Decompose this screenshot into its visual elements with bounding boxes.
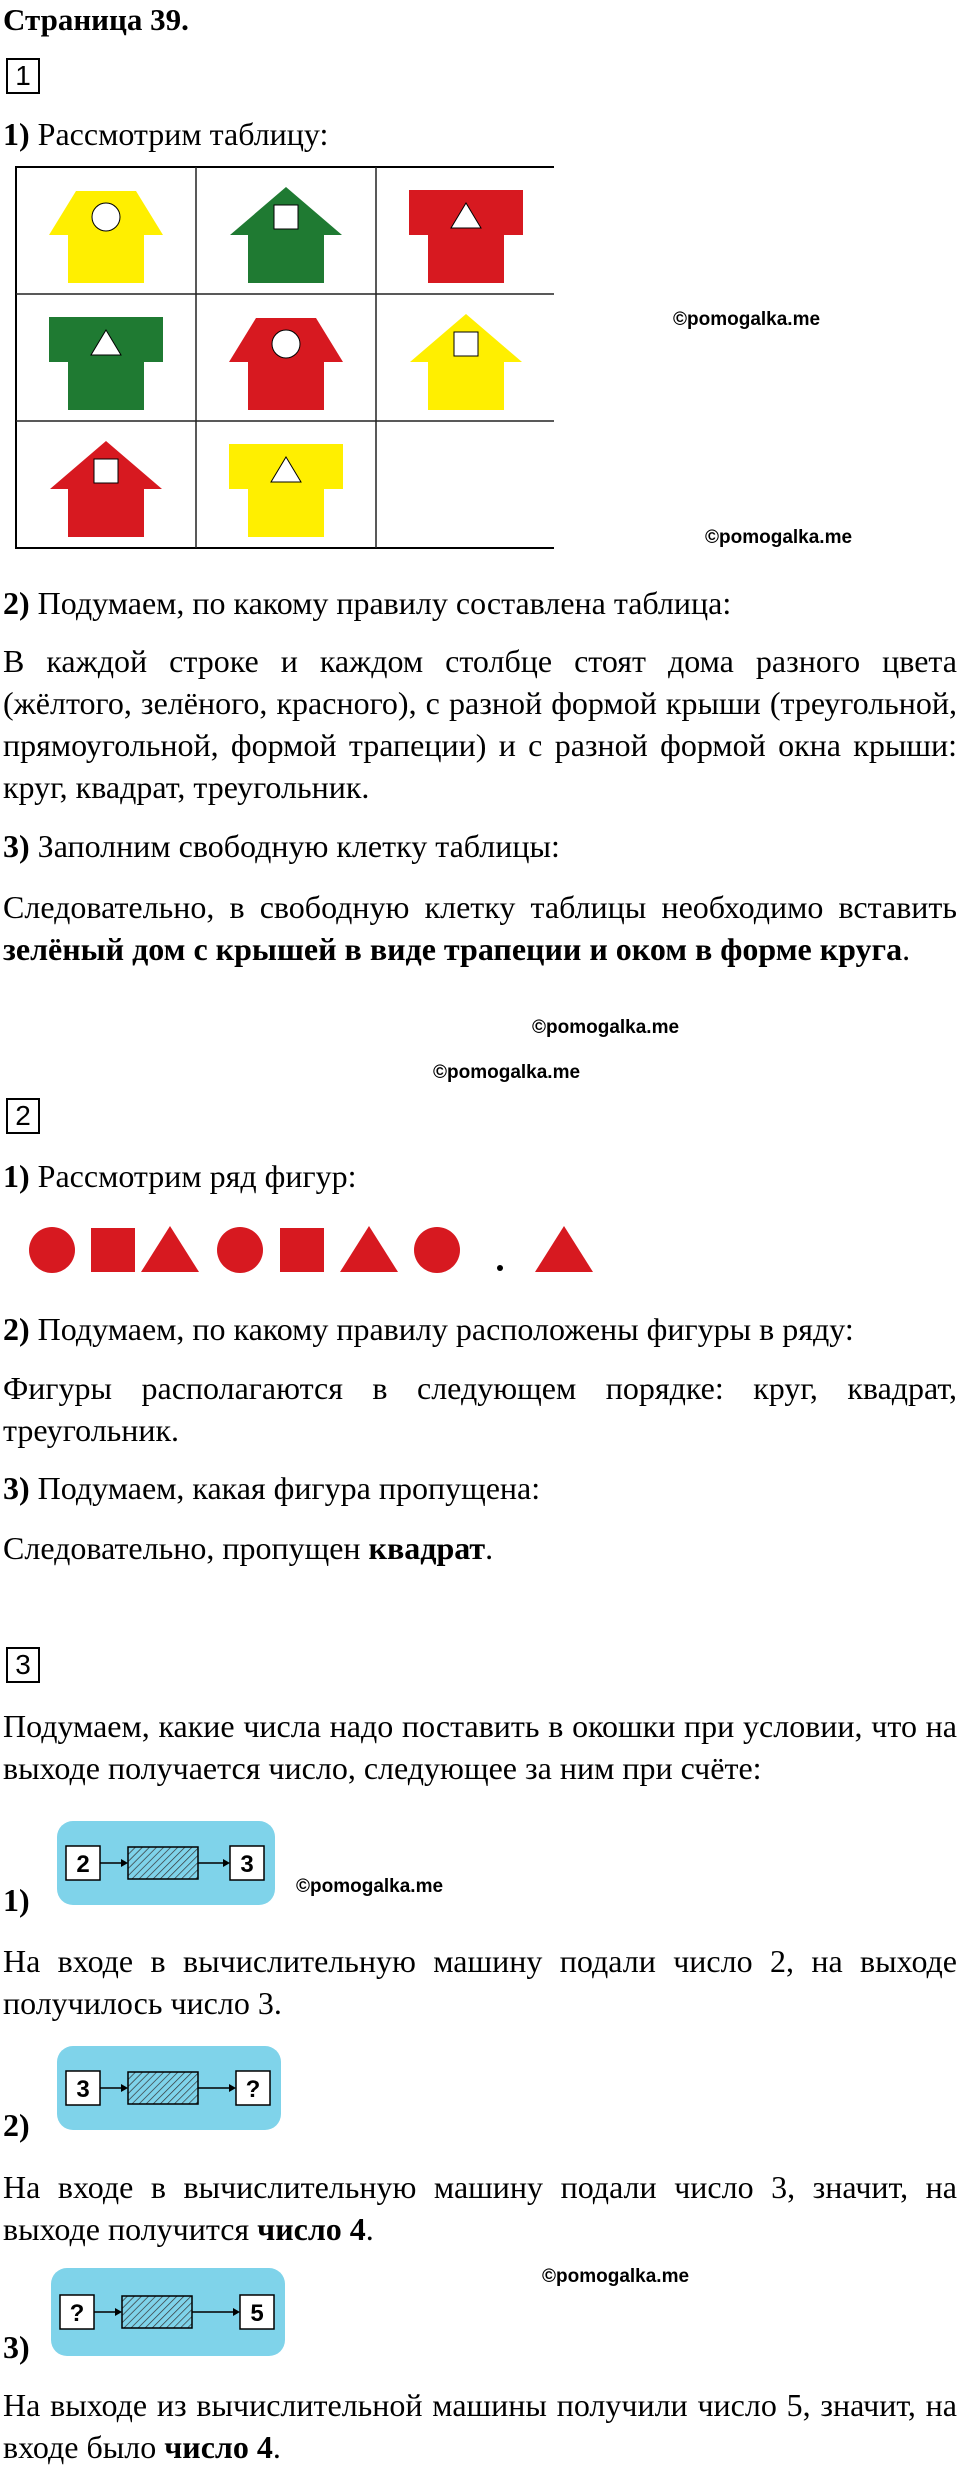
missing-figure-dot	[497, 1265, 503, 1271]
step-text: Рассмотрим ряд фигур:	[29, 1158, 357, 1194]
task-3-item-3-text	[3, 2384, 957, 2468]
figure-circle	[217, 1227, 263, 1273]
task-3-item-1-text	[3, 1940, 957, 2024]
task-3-item-2-text	[3, 2166, 957, 2250]
step-number: 3)	[3, 828, 30, 864]
input-value: 2	[76, 1851, 90, 1878]
step-text: Подумаем, какая фигура пропущена:	[29, 1470, 541, 1506]
item-text: На входе в вычислительную машину подали число 2, на выходе получилось число 3.	[3, 1943, 957, 2021]
page-title: Страница 39.	[3, 2, 189, 37]
house-body	[68, 362, 144, 410]
house-body	[68, 489, 144, 537]
output-value: 3	[240, 1851, 254, 1878]
input-value: 3	[76, 2076, 90, 2103]
house-body	[428, 362, 504, 410]
task-1-step-1	[3, 114, 328, 154]
task-1-rule: В каждой строке и каждом столбце стоят дома разного цвета (жёлтого, зелёного, красного), с разной формой крыши (треугольной, прямоугольной, формой трапеции) и с разной формой окна крыши: круг, квадрат, треугольник.	[3, 643, 957, 805]
window-square	[454, 332, 478, 356]
task-3-number: 3	[6, 1647, 40, 1683]
conclusion-text: Следовательно, в свободную клетку таблицы необходимо вставить	[3, 889, 957, 925]
machine-block	[122, 2296, 192, 2328]
figure-circle	[414, 1227, 460, 1273]
conclusion-answer: зелёный дом с крышей в виде трапеции и оком в форме круга	[3, 931, 903, 967]
step-number: 2)	[3, 1311, 30, 1347]
window-circle	[92, 203, 120, 231]
figure-square	[280, 1228, 324, 1272]
step-text: Подумаем, по какому правилу составлена таблица:	[29, 585, 732, 621]
output-value: ?	[245, 2076, 261, 2103]
computing-machine	[56, 2045, 282, 2131]
conclusion-text: Следовательно, пропущен	[3, 1530, 369, 1566]
item-number: 2)	[3, 2107, 30, 2143]
task-2-rule: Фигуры располагаются в следующем порядке: круг, квадрат, треугольник.	[3, 1370, 957, 1448]
task-2-step-1	[3, 1156, 357, 1196]
machine-block	[128, 1847, 198, 1879]
step-number: 1)	[3, 1158, 30, 1194]
output-value: 5	[250, 2300, 264, 2327]
computing-machine	[50, 2267, 286, 2357]
house-body	[248, 235, 324, 283]
machine-block	[128, 2072, 198, 2104]
task-1-step-3	[3, 826, 560, 866]
figure-triangle	[340, 1226, 398, 1272]
houses-table	[14, 165, 554, 555]
step-number: 1)	[3, 116, 30, 152]
computing-machine	[56, 1820, 276, 1906]
conclusion-end: .	[902, 931, 911, 967]
watermark: ©pomogalka.me	[296, 1876, 444, 1897]
watermark: ©pomogalka.me	[705, 527, 853, 548]
item-answer: число 4	[164, 2429, 273, 2465]
task-1-conclusion	[3, 886, 957, 970]
watermark: ©pomogalka.me	[673, 309, 821, 330]
figures-row	[20, 1220, 620, 1280]
task-2-number: 2	[6, 1098, 40, 1134]
step-text: Рассмотрим таблицу:	[29, 116, 329, 152]
window-square	[94, 459, 118, 483]
figure-triangle	[141, 1226, 199, 1272]
figure-triangle	[535, 1226, 593, 1272]
task-3-intro: Подумаем, какие числа надо поставить в окошки при условии, что на выходе получается число, следующее за ним при счёте:	[3, 1708, 957, 1786]
item-number: 3)	[3, 2329, 30, 2365]
conclusion-answer: квадрат	[368, 1530, 486, 1566]
window-square	[274, 205, 298, 229]
figure-square	[91, 1228, 135, 1272]
watermark: ©pomogalka.me	[532, 1017, 680, 1038]
task-2-step-3	[3, 1468, 540, 1508]
item-answer: число 4	[257, 2211, 366, 2247]
step-number: 2)	[3, 585, 30, 621]
item-end: .	[272, 2429, 281, 2465]
task-2-conclusion	[3, 1528, 493, 1568]
house-body	[248, 362, 324, 410]
window-circle	[272, 330, 300, 358]
watermark: ©pomogalka.me	[542, 2266, 690, 2287]
step-number: 3)	[3, 1470, 30, 1506]
item-number: 1)	[3, 1882, 30, 1918]
step-text: Подумаем, по какому правилу расположены фигуры в ряду:	[29, 1311, 854, 1347]
item-text: На выходе из вычислительной машины получили число 5, значит, на входе было	[3, 2387, 957, 2465]
task-1-number: 1	[6, 58, 40, 94]
watermark: ©pomogalka.me	[433, 1062, 581, 1083]
task-1-step-2	[3, 583, 731, 623]
conclusion-end: .	[485, 1530, 494, 1566]
item-text: На входе в вычислительную машину подали число 3, значит, на выходе получится	[3, 2169, 957, 2247]
step-text: Заполним свободную клетку таблицы:	[29, 828, 560, 864]
house-body	[68, 235, 144, 283]
item-end: .	[365, 2211, 374, 2247]
house-body	[428, 235, 504, 283]
figure-circle	[29, 1227, 75, 1273]
house-body	[248, 489, 324, 537]
input-value: ?	[69, 2300, 85, 2327]
task-2-step-2	[3, 1309, 854, 1349]
